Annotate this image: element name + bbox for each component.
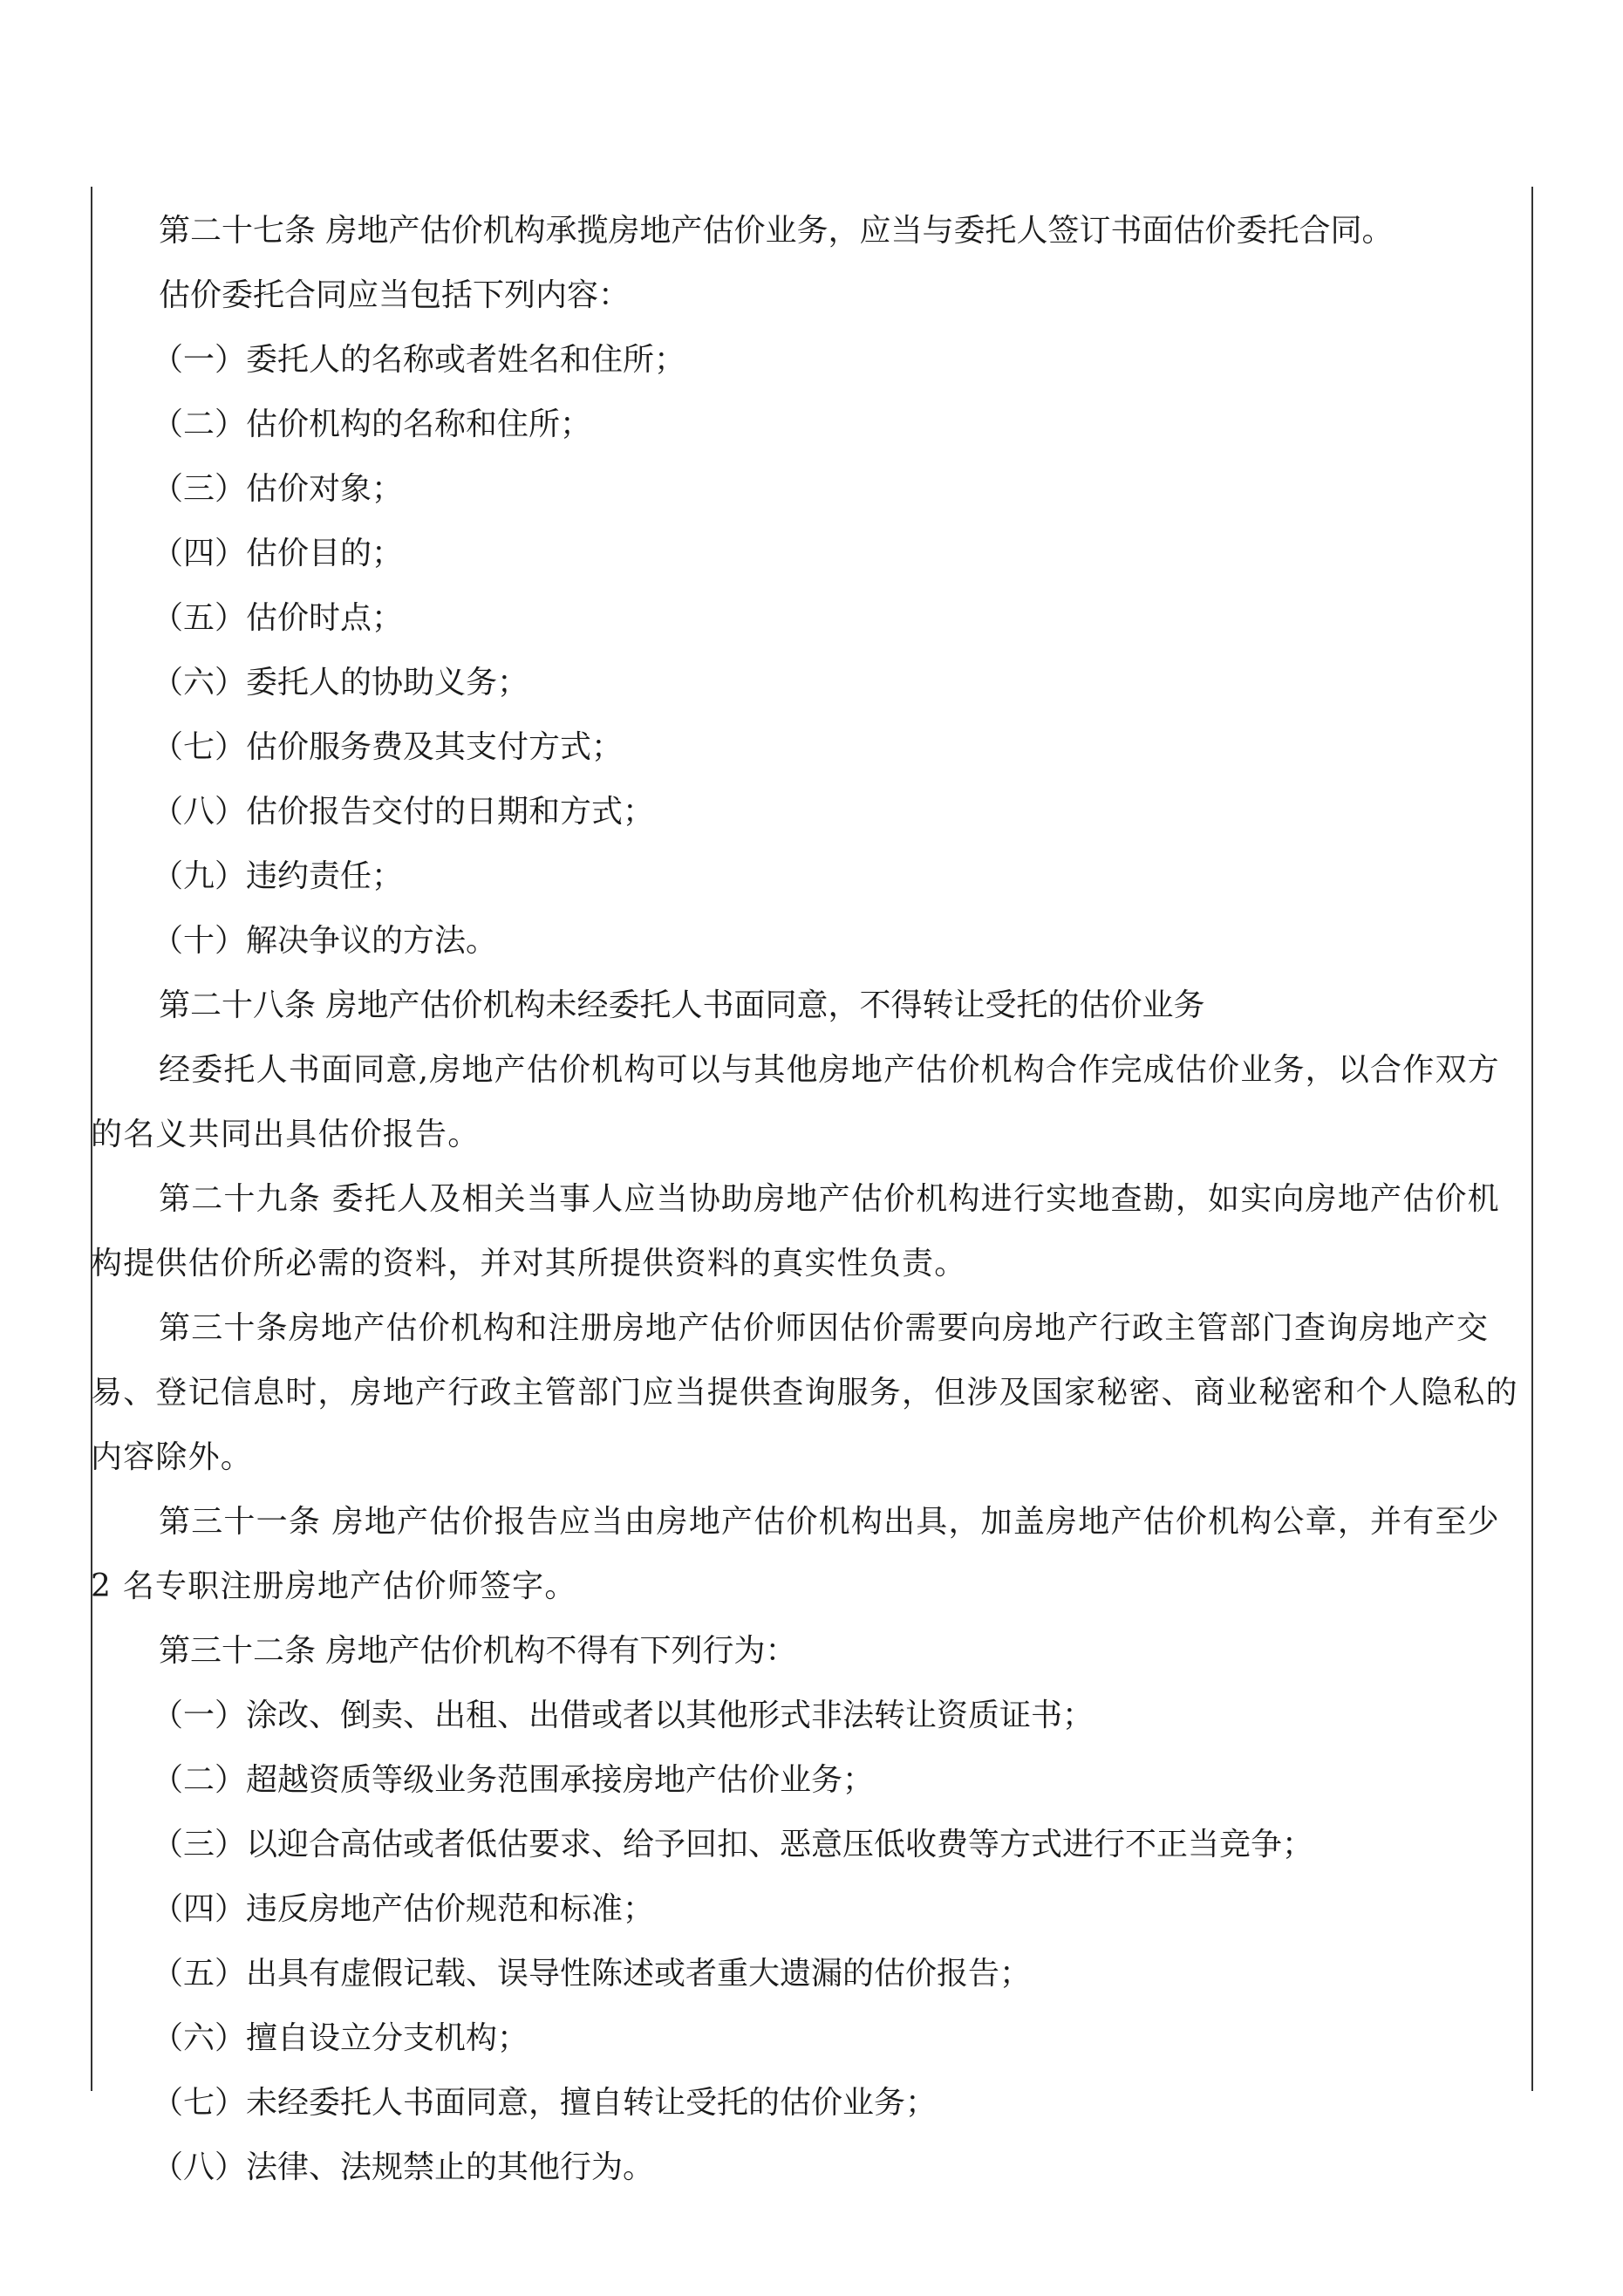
list-item: （一）涂改、倒卖、出租、出借或者以其他形式非法转让资质证书； xyxy=(152,1698,1095,1733)
list-item: （四）违反房地产估价规范和标准； xyxy=(152,1891,655,1927)
list-item: （九）违约责任； xyxy=(152,858,404,894)
list-item: （二）超越资质等级业务范围承接房地产估价业务； xyxy=(152,1762,875,1798)
list-item: （八）法律、法规禁止的其他行为。 xyxy=(152,2149,655,2185)
article-28-cooperation-paragraph: 经委托人书面同意,房地产估价机构可以与其他房地产估价机构合作完成估价业务，以合作双方的名义共同出具估价报告。 xyxy=(91,1052,1500,1152)
contract-contents-intro: 估价委托合同应当包括下列内容： xyxy=(159,277,631,313)
list-item: （五）出具有虚假记载、误导性陈述或者重大遗漏的估价报告； xyxy=(152,1956,1032,1992)
list-item: （六）擅自设立分支机构； xyxy=(152,2020,529,2056)
article-27-paragraph: 第二十七条 房地产估价机构承揽房地产估价业务，应当与委托人签订书面估价委托合同。 xyxy=(159,213,1394,249)
list-item: （五）估价时点； xyxy=(152,600,404,636)
list-item: （三）估价对象； xyxy=(152,471,404,507)
list-item: （七）估价服务费及其支付方式； xyxy=(152,729,624,765)
article-32-paragraph: 第三十二条 房地产估价机构不得有下列行为： xyxy=(159,1633,797,1669)
list-item: （十）解决争议的方法。 xyxy=(152,923,498,959)
article-31-paragraph: 第三十一条 房地产估价报告应当由房地产估价机构出具，加盖房地产估价机构公章，并有至少 2 名专职注册房地产估价师签字。 xyxy=(91,1504,1500,1604)
list-item: （三）以迎合高估或者低估要求、给予回扣、恶意压低收费等方式进行不正当竞争； xyxy=(152,1827,1314,1862)
list-item: （二）估价机构的名称和住所； xyxy=(152,407,592,442)
list-item: （七）未经委托人书面同意，擅自转让受托的估价业务； xyxy=(152,2085,938,2121)
list-item: （一）委托人的名称或者姓名和住所； xyxy=(152,342,686,378)
document-body xyxy=(91,199,1530,2200)
list-item: （六）委托人的协助义务； xyxy=(152,665,529,700)
list-item: （四）估价目的； xyxy=(152,536,404,571)
article-29-paragraph: 第二十九条 委托人及相关当事人应当协助房地产估价机构进行实地查勘，如实向房地产估价机构提供估价所必需的资料，并对其所提供资料的真实性负责。 xyxy=(91,1181,1500,1281)
article-30-paragraph: 第三十条房地产估价机构和注册房地产估价师因估价需要向房地产行政主管部门查询房地产交易、登记信息时，房地产行政主管部门应当提供查询服务，但涉及国家秘密、商业秘密和个人隐私的内容除外。 xyxy=(91,1310,1518,1475)
article-28-paragraph: 第二十八条 房地产估价机构未经委托人书面同意，不得转让受托的估价业务 xyxy=(159,987,1205,1023)
list-item: （八）估价报告交付的日期和方式； xyxy=(152,794,655,830)
